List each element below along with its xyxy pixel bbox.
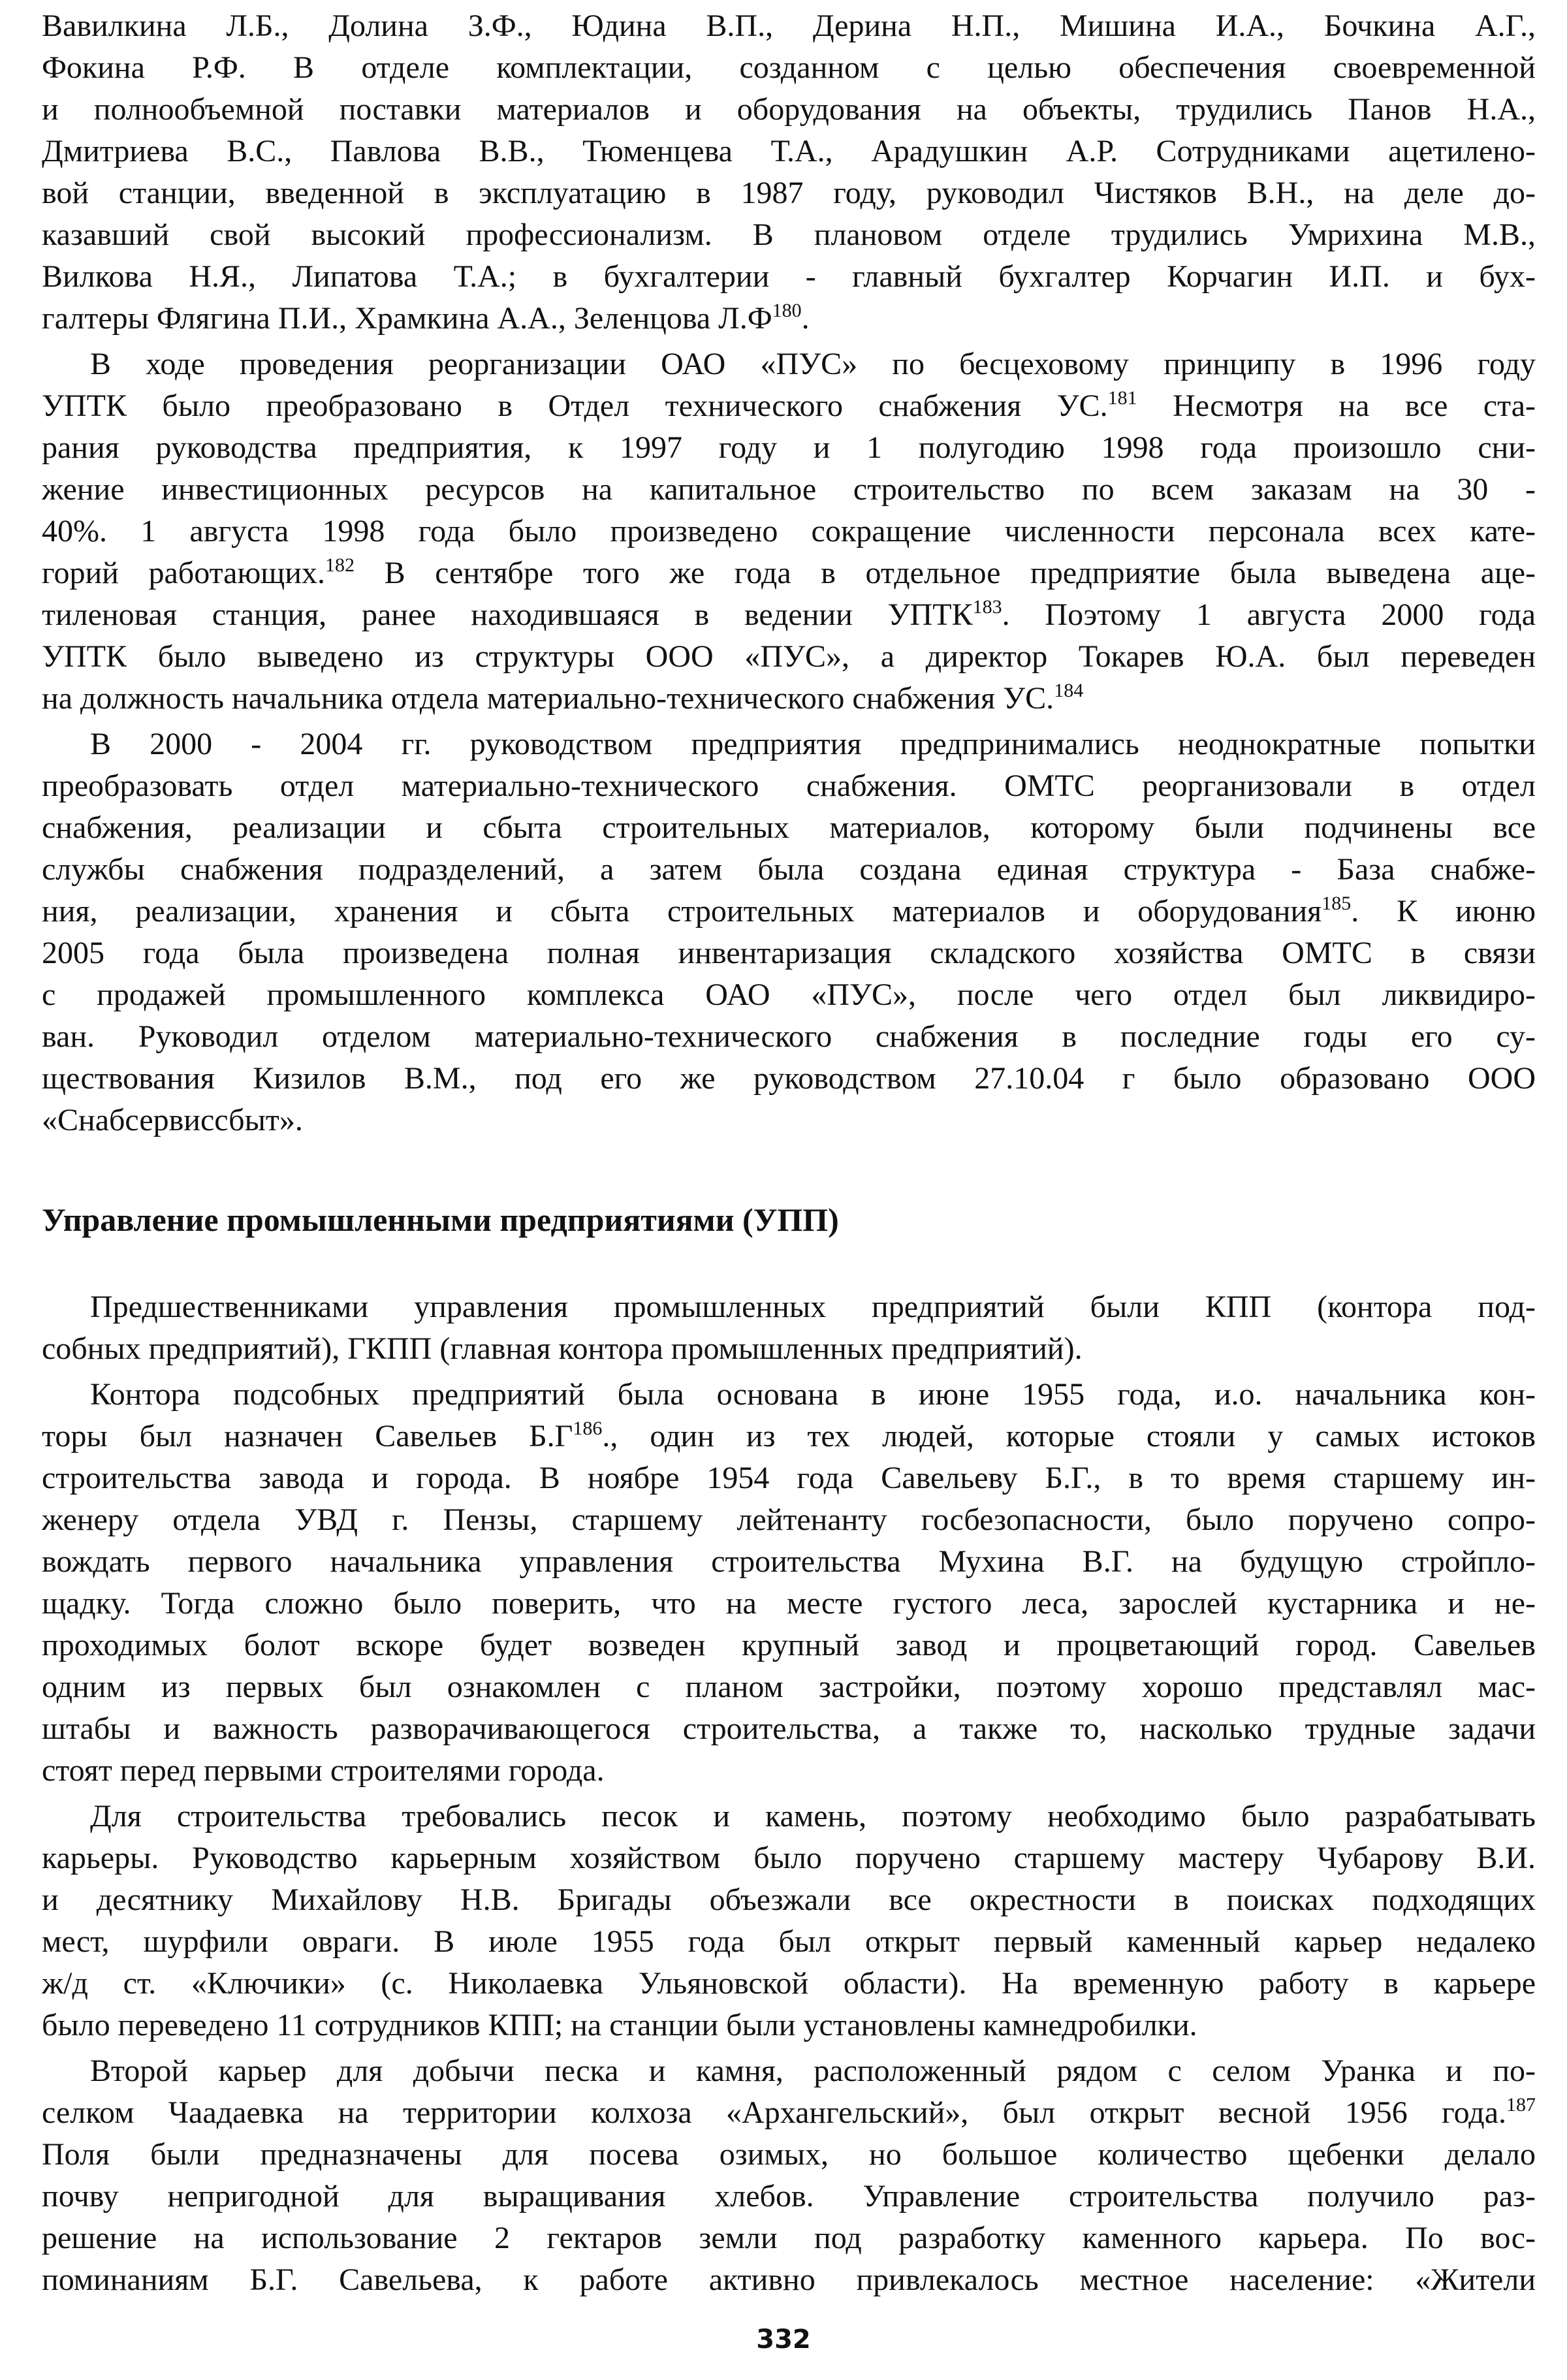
text-line: В ходе проведения реорганизации ОАО «ПУС» по бесцеховому принципу в 1996 году: [90, 347, 1536, 381]
footnote-marker: 186: [573, 1418, 603, 1439]
text-line: ж/д ст. «Ключики» (с. Николаевка Ульяновской области). На временную работу в карьере: [42, 1966, 1536, 2001]
paragraph: [42, 5, 1536, 340]
paragraph: [42, 1796, 1536, 2046]
text-line: Поля были предназначены для посева озимых, но большое количество щебенки делало: [42, 2137, 1536, 2172]
footnote-marker: 181: [1107, 387, 1137, 409]
footnote-marker: 187: [1506, 2094, 1536, 2116]
text-line: щадку. Тогда сложно было поверить, что на месте густого леса, зарослей кустарника и не-: [42, 1586, 1536, 1621]
paragraph: [42, 2050, 1536, 2301]
text-line: Контора подсобных предприятий была основана в июне 1955 года, и.о. начальника кон-: [90, 1377, 1536, 1412]
text-line: и полнообъемной поставки материалов и оборудования на объекты, трудились Панов Н.А.,: [42, 92, 1536, 127]
text-line: было переведено 11 сотрудников КПП; на станции были установлены камнедробилки.: [42, 2008, 1197, 2042]
text-line: галтеры Флягина П.И., Храмкина А.А., Зеленцова $Л.Ф^{180}$.: [42, 300, 810, 336]
text-line: женеру отдела УВД г. Пензы, старшему лейтенанту госбезопасности, было поручено сопро-: [42, 1502, 1536, 1537]
text-line: службы снабжения подразделений, а затем была создана единая структура - База снабже-: [42, 852, 1536, 887]
text-line: и десятнику Михайлову Н.В. Бригады объезжали все окрестности в поисках подходящих: [42, 1882, 1536, 1917]
text-line: карьеры. Руководство карьерным хозяйством было поручено старшему мастеру Чубарову В.И.: [42, 1841, 1536, 1875]
text-line: 40%. 1 августа 1998 года было произведено сокращение численности персонала всех кате-: [42, 514, 1536, 548]
section-heading: Управление промышленными предприятиями (УПП): [42, 1201, 839, 1238]
text-line: Второй карьер для добычи песка и камня, расположенный рядом с селом Уранка и по-: [90, 2054, 1536, 2088]
paragraph: [42, 1286, 1536, 1370]
text-line: УПТК было выведено из структуры ООО «ПУС», а директор Токарев Ю.А. был переведен: [42, 639, 1536, 674]
text-line: мест, шурфили овраги. В июле 1955 года был открыт первый каменный карьер недалеко: [42, 1924, 1536, 1959]
paragraph: [42, 1374, 1536, 1792]
text-line: снабжения, реализации и сбыта строительных материалов, которому были подчинены все: [42, 810, 1536, 845]
text-line: проходимых болот вскоре будет возведен крупный завод и процветающий город. Савельев: [42, 1628, 1536, 1662]
text-line: рания руководства предприятия, к 1997 году и 1 полугодию 1998 года произошло сни-: [42, 430, 1536, 465]
page-number: 332: [756, 2324, 811, 2355]
text-line: горий работающих.$^{182}$ В сентябре того же года в отдельное предприятие была выведена аце-: [42, 554, 1536, 590]
footnote-marker: 183: [972, 596, 1002, 618]
text-line: собных предприятий), ГКПП (главная контора промышленных предприятий).: [42, 1331, 1083, 1366]
footnote-marker: 182: [324, 554, 355, 576]
text-line: вой станции, введенной в эксплуатацию в 1987 году, руководил Чистяков В.Н., на деле до-: [42, 176, 1536, 210]
text-block-before-heading: [42, 5, 1536, 1141]
text-line: поминаниям Б.Г. Савельева, к работе активно привлекалось местное население: «Жители: [42, 2262, 1536, 2297]
text-line: решение на использование 2 гектаров земли под разработку каменного карьера. По вос-: [42, 2221, 1536, 2255]
text-line: «Снабсервиссбыт».: [42, 1103, 303, 1137]
text-line: Фокина Р.Ф. В отделе комплектации, созданном с целью обеспечения своевременной: [42, 50, 1536, 85]
text-line: штабы и важность разворачивающегося строительства, а также то, насколько трудные задачи: [42, 1711, 1536, 1746]
text-line: ван. Руководил отделом материально-технического снабжения в последние годы его су-: [42, 1019, 1536, 1054]
text-line: селком Чаадаевка на территории колхоза «Архангельский», был открыт весной 1956 года.$^{187}$: [42, 2094, 1536, 2130]
text-line: Предшественниками управления промышленных предприятий были КПП (контора под-: [90, 1290, 1536, 1324]
text-line: Вилкова Н.Я., Липатова Т.А.; в бухгалтерии - главный бухгалтер Корчагин И.П. и бух-: [42, 259, 1536, 294]
footnote-marker: 184: [1054, 680, 1084, 701]
text-line: казавший свой высокий профессионализм. В плановом отделе трудились Умрихина М.В.,: [42, 217, 1536, 252]
text-line: с продажей промышленного комплекса ОАО «ПУС», после чего отдел был ликвидиро-: [42, 977, 1536, 1012]
text-line: ния, реализации, хранения и сбыта строительных материалов и оборудования$^{185}$. К июню: [42, 893, 1536, 928]
text-line: торы был назначен Савельев $Б.Г^{186}$., один из тех людей, которые стояли у самых истоков: [42, 1418, 1536, 1453]
text-line: Вавилкина Л.Б., Долина З.Ф., Юдина В.П., Дерина Н.П., Мишина И.А., Бочкина А.Г.,: [42, 8, 1536, 43]
text-line: преобразовать отдел материально-технического снабжения. ОМТС реорганизовали в отдел: [42, 769, 1536, 803]
text-line: жение инвестиционных ресурсов на капитальное строительство по всем заказам на 30 -: [42, 472, 1536, 507]
text-line: одним из первых был ознакомлен с планом застройки, поэтому хорошо представлял мас-: [42, 1670, 1536, 1704]
text-line: Дмитриева В.С., Павлова В.В., Тюменцева Т.А., Арадушкин А.Р. Сотрудниками ацетилено-: [42, 134, 1536, 168]
paragraph: [42, 723, 1536, 1141]
text-line: стоят перед первыми строителями города.: [42, 1753, 605, 1788]
footnote-marker: 185: [1322, 893, 1352, 914]
text-line: тиленовая станция, ранее находившаяся в ведении УПТК$^{183}$. Поэтому 1 августа 2000 года: [42, 596, 1536, 632]
paragraph: [42, 343, 1536, 720]
text-line: строительства завода и города. В ноябре 1954 года Савельеву Б.Г., в то время старшему ин-: [42, 1461, 1536, 1495]
text-line: УПТК было преобразовано в Отдел технического снабжения УС.$^{181}$ Несмотря на все ста-: [42, 387, 1536, 423]
text-block-after-heading: [42, 1286, 1536, 2301]
text-line: на должность начальника отдела материально-технического снабжения УС.$^{184}$: [42, 680, 1084, 716]
footnote-marker: 180: [772, 300, 802, 321]
text-line: Для строительства требовались песок и камень, поэтому необходимо было разрабатывать: [90, 1799, 1536, 1833]
text-line: вождать первого начальника управления строительства Мухина В.Г. на будущую стройпло-: [42, 1544, 1536, 1579]
text-line: В 2000 - 2004 гг. руководством предприятия предпринимались неоднократные попытки: [90, 727, 1536, 761]
text-line: 2005 года была произведена полная инвентаризация складского хозяйства ОМТС в связи: [42, 936, 1536, 970]
text-line: почву непригодной для выращивания хлебов. Управление строительства получило раз-: [42, 2179, 1536, 2213]
page-body: [42, 5, 1536, 2305]
text-line: ществования Кизилов В.М., под его же руководством 27.10.04 г было образовано ООО: [42, 1061, 1536, 1096]
